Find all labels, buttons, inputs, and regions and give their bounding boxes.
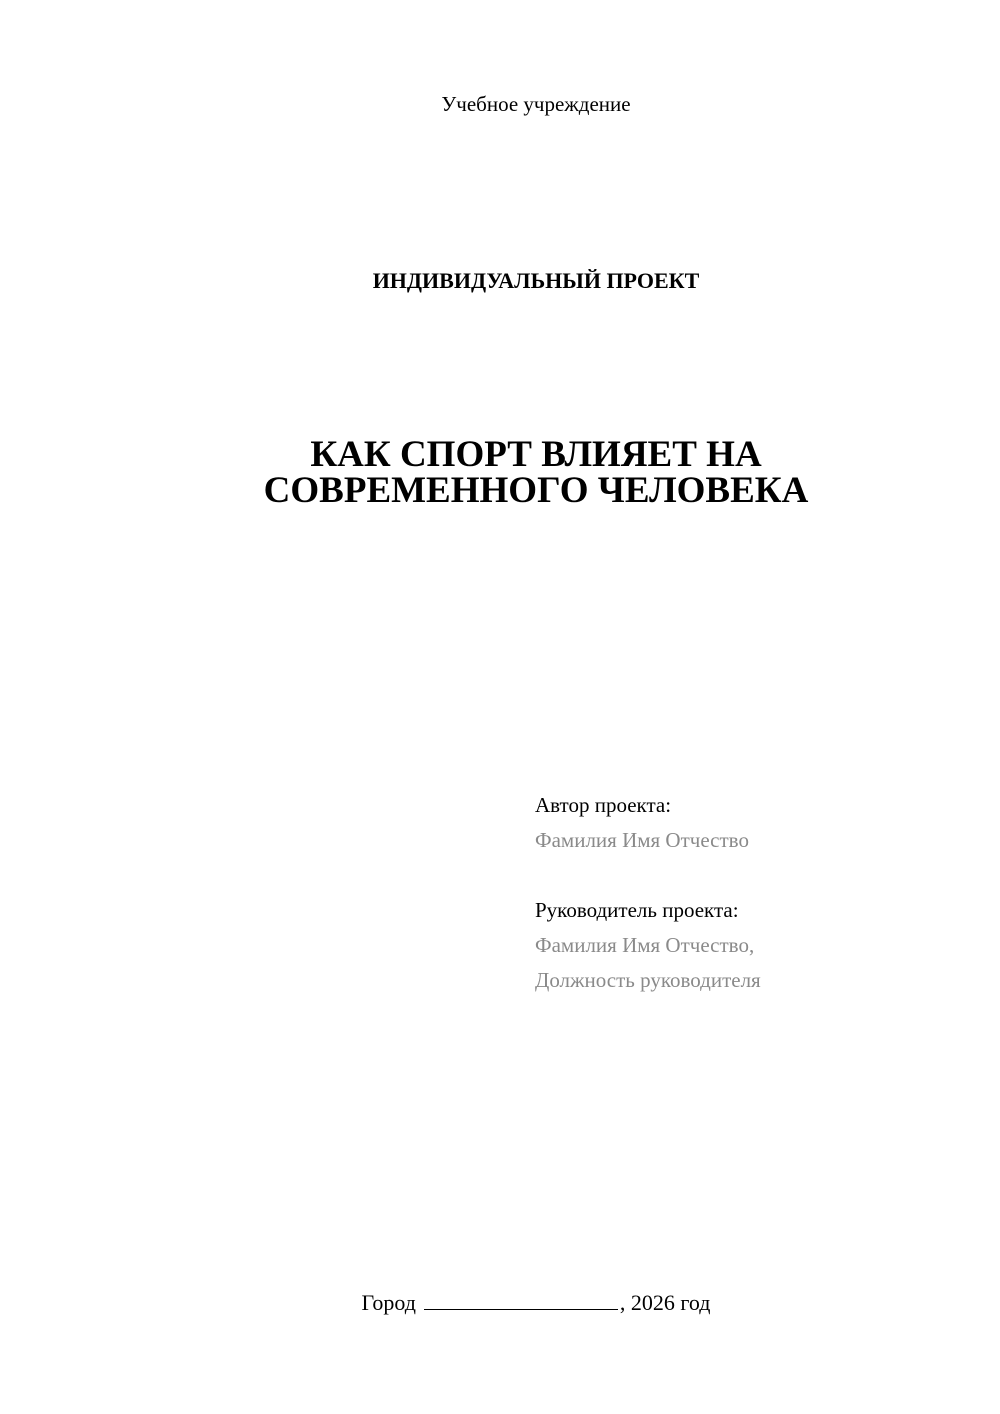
project-title — [0, 434, 1000, 511]
project-title-line-1: КАК СПОРТ ВЛИЯЕТ НА — [310, 434, 762, 475]
city-blank-line — [424, 1291, 618, 1310]
supervisor-position: Должность руководителя — [535, 968, 761, 992]
author-label: Автор проекта: — [535, 793, 672, 817]
institution-name: Учебное учреждение — [441, 92, 631, 116]
author-block — [535, 788, 749, 858]
supervisor-label: Руководитель проекта: — [535, 898, 739, 922]
footer-city-year — [0, 1290, 1000, 1316]
supervisor-name: Фамилия Имя Отчество, — [535, 933, 755, 957]
year-text: , 2026 год — [619, 1290, 711, 1315]
author-name: Фамилия Имя Отчество — [535, 828, 749, 852]
city-label: Город — [361, 1290, 416, 1315]
project-title-line-2: СОВРЕМЕННОГО ЧЕЛОВЕКА — [263, 470, 809, 511]
supervisor-block — [535, 893, 761, 998]
project-type-heading: ИНДИВИДУАЛЬНЫЙ ПРОЕКТ — [372, 268, 700, 293]
